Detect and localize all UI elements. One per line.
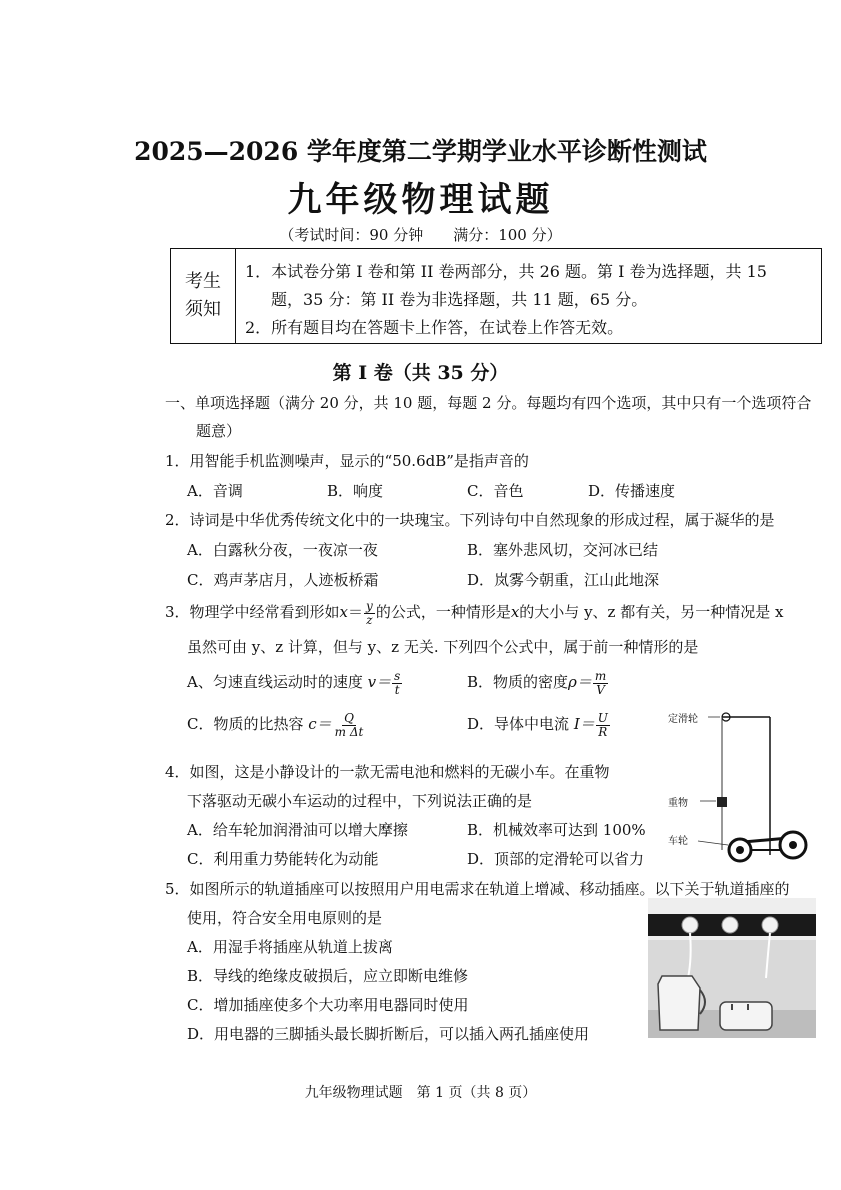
toaster-icon	[720, 1002, 772, 1030]
kettle-icon	[658, 976, 700, 1030]
track-socket-photo	[648, 898, 816, 1038]
question-4-stem: 4．如图，这是小静设计的一款无需电池和燃料的无碳小车。在重物	[165, 763, 610, 781]
question-2-stem: 2．诗词是中华优秀传统文化中的一块瑰宝。下列诗句中自然现象的形成过程，属于凝华的是	[165, 511, 775, 529]
question-1-stem: 1．用智能手机监测噪声，显示的“50.6dB”是指声音的	[165, 452, 529, 470]
question-4-stem-cont: 下落驱动无碳小车运动的过程中，下列说法正确的是	[187, 792, 533, 810]
question-5-stem-cont: 使用，符合安全用电原则的是	[187, 909, 383, 927]
question-5-option-a: A．用湿手将插座从轨道上拔离	[187, 938, 393, 956]
notice-box	[170, 248, 822, 344]
question-2-option-a: A．白露秋分夜，一夜凉一夜	[187, 541, 378, 559]
part-title: 第 I 卷（共 35 分）	[332, 362, 509, 384]
notice-heading-line2: 须知	[185, 299, 221, 320]
question-5-option-b: B．导线的绝缘皮破损后，应立即断电维修	[187, 967, 469, 985]
question-3-option-b: B．物质的密度ρ＝ $\frac{m}{V}$	[467, 669, 607, 697]
socket-icon	[682, 917, 698, 933]
track-socket-illustration	[648, 898, 816, 1038]
fraction-u-over-r: $\frac{U}{R}$	[597, 711, 608, 739]
fraction-q-over-m-delta-t: $\frac{Q}{\text{m Δt}}$	[334, 711, 364, 739]
fraction-s-over-t: $\frac{s}{t}$	[394, 669, 401, 697]
section-heading-cont: 题意）	[196, 422, 242, 440]
question-3-option-c: C．物质的比热容 c＝ $\frac{Q}{\text{m Δt}}$	[187, 711, 364, 739]
question-5-stem: 5．如图所示的轨道插座可以按照用户用电需求在轨道上增减、移动插座。以下关于轨道插座的	[165, 880, 790, 898]
question-1-option-c: C．音色	[467, 482, 524, 500]
question-1-option-b: B．响度	[327, 482, 384, 500]
question-5-option-c: C．增加插座使多个大功率用电器同时使用	[187, 996, 469, 1014]
carbon-free-car-figure	[660, 705, 820, 870]
notice-item-1-line-1: 1．本试卷分第 I 卷和第 II 卷两部分，共 26 题。第 I 卷为选择题，共 15	[245, 262, 767, 281]
question-1-option-a: A．音调	[187, 482, 243, 500]
exam-info: （考试时间：90 分钟 满分：100 分）	[279, 226, 562, 244]
question-1-option-d: D．传播速度	[588, 482, 676, 500]
section-heading: 一、单项选择题（满分 20 分，共 10 题，每题 2 分。每题均有四个选项，其中只有一个选项符合	[165, 394, 812, 412]
question-5-option-d: D．用电器的三脚插头最长脚折断后，可以插入两孔插座使用	[187, 1025, 590, 1043]
notice-item-2: 2．所有题目均在答题卡上作答，在试卷上作答无效。	[245, 318, 624, 337]
question-4-option-b: B．机械效率可达到 100%	[467, 821, 646, 839]
question-3-option-a: A、匀速直线运动时的速度 v＝ $\frac{s}{t}$	[187, 669, 401, 697]
notice-item-1-line-2: 题，35 分：第 II 卷为非选择题，共 11 题，65 分。	[271, 290, 648, 309]
label-weight: 重物	[668, 798, 688, 809]
question-3-option-d: D．导体中电流 I＝ $\frac{U}{R}$	[467, 711, 608, 739]
socket-icon	[722, 917, 738, 933]
label-pulley: 定滑轮	[668, 714, 698, 725]
question-3-stem: 3．物理学中经常看到形如x＝ $\frac{y}{z}$ 的公式，一种情形是x的大小与 y、z 都有关，另一种情况是 x	[165, 599, 784, 627]
question-2-option-d: D．岚雾今朝重，江山此地深	[467, 571, 660, 589]
notice-heading	[171, 249, 236, 343]
question-4-option-c: C．利用重力势能转化为动能	[187, 850, 379, 868]
question-2-option-c: C．鸡声茅店月，人迹板桥霜	[187, 571, 379, 589]
page-footer: 九年级物理试题 第 1 页（共 8 页）	[304, 1085, 537, 1101]
question-4-option-d: D．顶部的定滑轮可以省力	[467, 850, 645, 868]
page-title: 九年级物理试题	[287, 180, 554, 220]
fraction-y-over-z: $\frac{y}{z}$	[366, 599, 373, 627]
weight-block	[717, 797, 727, 807]
label-wheel: 车轮	[668, 836, 688, 847]
notice-heading-line1: 考生	[185, 271, 221, 293]
question-2-option-b: B．塞外悲风切，交河冰已结	[467, 541, 659, 559]
exam-series-title: 2025—2026 学年度第二学期学业水平诊断性测试	[134, 137, 707, 166]
question-4-option-a: A．给车轮加润滑油可以增大摩擦	[187, 821, 408, 839]
fraction-m-over-v: $\frac{m}{V}$	[594, 669, 607, 697]
socket-icon	[762, 917, 778, 933]
question-3-line-2: 虽然可由 y、z 计算，但与 y、z 无关. 下列四个公式中，属于前一种情形的是	[187, 638, 699, 656]
